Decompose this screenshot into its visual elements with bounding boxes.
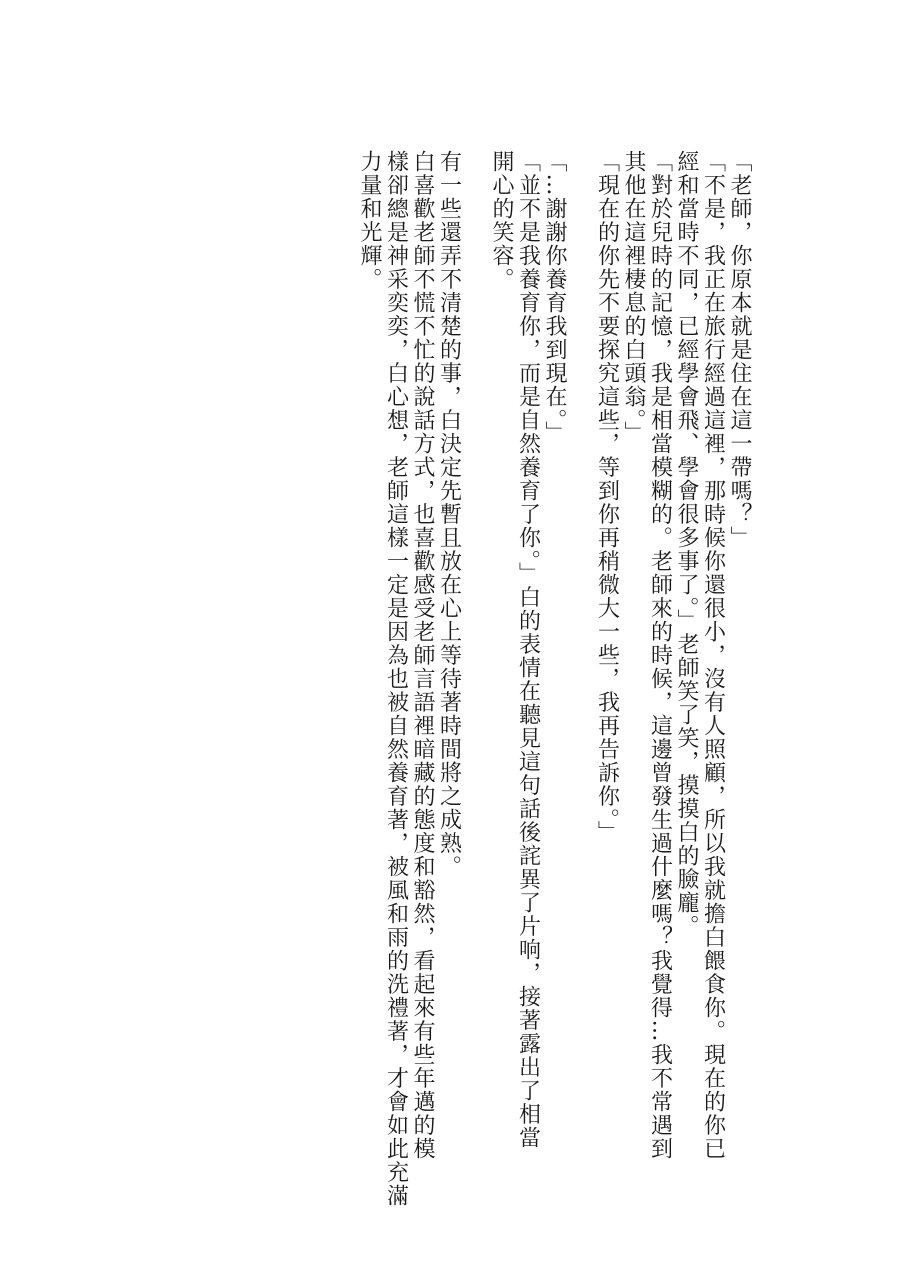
vertical-text-body (356, 150, 753, 1208)
text-line: 白喜歡老師不慌不忙的說話方式，也喜歡感受老師言語裡暗藏的態度和豁然，看起來有些年邁的模 (410, 150, 435, 1161)
text-line: 其他在這裡棲息的白頭翁。」 (621, 150, 646, 445)
paragraph-gap (462, 150, 488, 1160)
text-line: 開心的笑容。 (489, 150, 514, 291)
text-line: 「…謝謝你養育我到現在。」 (542, 150, 567, 445)
text-line: 「對於兒時的記憶，我是相當模糊的。老師來的時候，這邊曾發生過什麼嗎？我覺得…我不常遇到 (647, 150, 673, 1161)
text-line: 樣卻總是神采奕奕，白心想，老師這樣一定是因為也被自然養育著，被風和雨的洗禮著，才會如此充滿 (383, 150, 409, 1208)
text-line: 「老師，你原本就是住在這一帶嗎？」 (727, 150, 752, 550)
text-line: 「並不是我養育你，而是自然養育了你。」白的表情在聽見這句話後詫異了片响，接著露出了相當 (515, 150, 541, 1150)
text-line: 有一些還弄不清楚的事，白決定先暫且放在心上等待著時間將之成熟。 (436, 150, 462, 879)
text-line: 經和當時不同，已經學會飛、學會很多事了。」老師笑了笑，摸摸白的臉龐。 (674, 150, 699, 938)
text-line: 「現在的你先不要探究這些，等到你再稍微大一些，我再告訴你。」 (594, 150, 620, 844)
text-line: 力量和光輝。 (357, 150, 382, 291)
text-line: 「不是，我正在旅行經過這裡，那時候你還很小，沒有人照顧，所以我就擔白餵食你。現在的你已 (700, 150, 726, 1161)
paragraph-gap (567, 150, 593, 1160)
